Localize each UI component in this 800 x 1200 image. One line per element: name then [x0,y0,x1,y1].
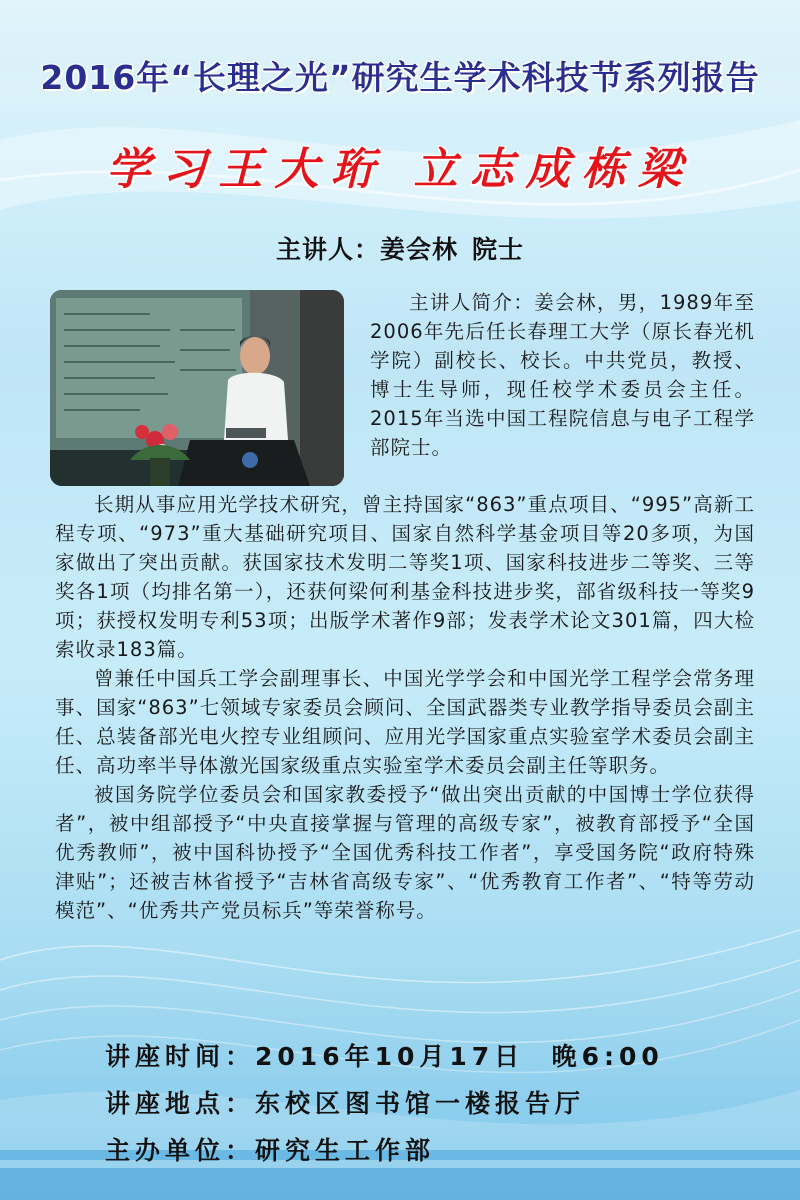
series-title: 2016年“长理之光”研究生学术科技节系列报告 [40,58,760,97]
bio-paragraph: 被国务院学位委员会和国家教委授予“做出突出贡献的中国博士学位获得者”，被中组部授予“中央直接掌握与管理的高级专家”，被教育部授予“全国优秀教师”，被中国科协授予“全国优秀科技工作者”，享受国务院“政府特殊津贴”；还被吉林省授予“吉林省高级专家”、“优秀教育工作者”、“特等劳动模范”、“优秀共产党员标兵”等荣誉称号。 [55,783,755,922]
lecture-place-label: 讲座地点： [105,1089,256,1118]
bio-paragraph: 曾兼任中国兵工学会副理事长、中国光学学会和中国光学工程学会常务理事、国家“863”七领域专家委员会顾问、全国武器类专业教学指导委员会副主任、总装备部光电火控专业组顾问、应用光学国家重点实验室学术委员会副主任、高功率半导体激光国家级重点实验室学术委员会副主任等职务。 [55,667,755,777]
speaker-photo [50,290,344,486]
bio-paragraph: 长期从事应用光学技术研究，曾主持国家“863”重点项目、“995”高新工程专项、“973”重大基础研究项目、国家自然科学基金项目等20多项，为国家做出了突出贡献。获国家技术发明二等奖1项、国家科技进步二等奖、三等奖各1项（均排名第一），还获何梁何利基金科技进步奖，部省级科技一等奖9项；获授权发明专利53项；出版学术著作9部；发表学术论文301篇，四大检索收录183篇。 [55,493,755,661]
lecture-host-label: 主办单位： [105,1136,256,1165]
speaker-label: 主讲人： [275,235,380,264]
lecture-time-label: 讲座时间： [105,1042,256,1071]
speaker-title: 院士 [472,235,525,264]
lecture-time-value: 2016年10月17日 晚6:00 [255,1042,664,1071]
lecture-time [105,1033,664,1080]
slogan: 学习王大珩 立志成栋梁 [106,144,694,195]
speaker-intro: 主讲人简介：姜会林，男，1989年至2006年先后任长春理工大学（原长春光机学院）副校长、校长。中共党员，教授、博士生导师，现任校学术委员会主任。2015年当选中国工程院信息与电子工程学部院士。 [370,291,755,459]
lecture-host [105,1127,664,1174]
biography [55,490,755,925]
lecture-host-value: 研究生工作部 [255,1136,436,1165]
speaker-line [0,230,800,266]
lecture-place-value: 东校区图书馆一楼报告厅 [255,1089,586,1118]
lecture-info [105,1033,664,1174]
lecture-place [105,1080,664,1127]
speaker-name: 姜会林 [379,235,458,264]
